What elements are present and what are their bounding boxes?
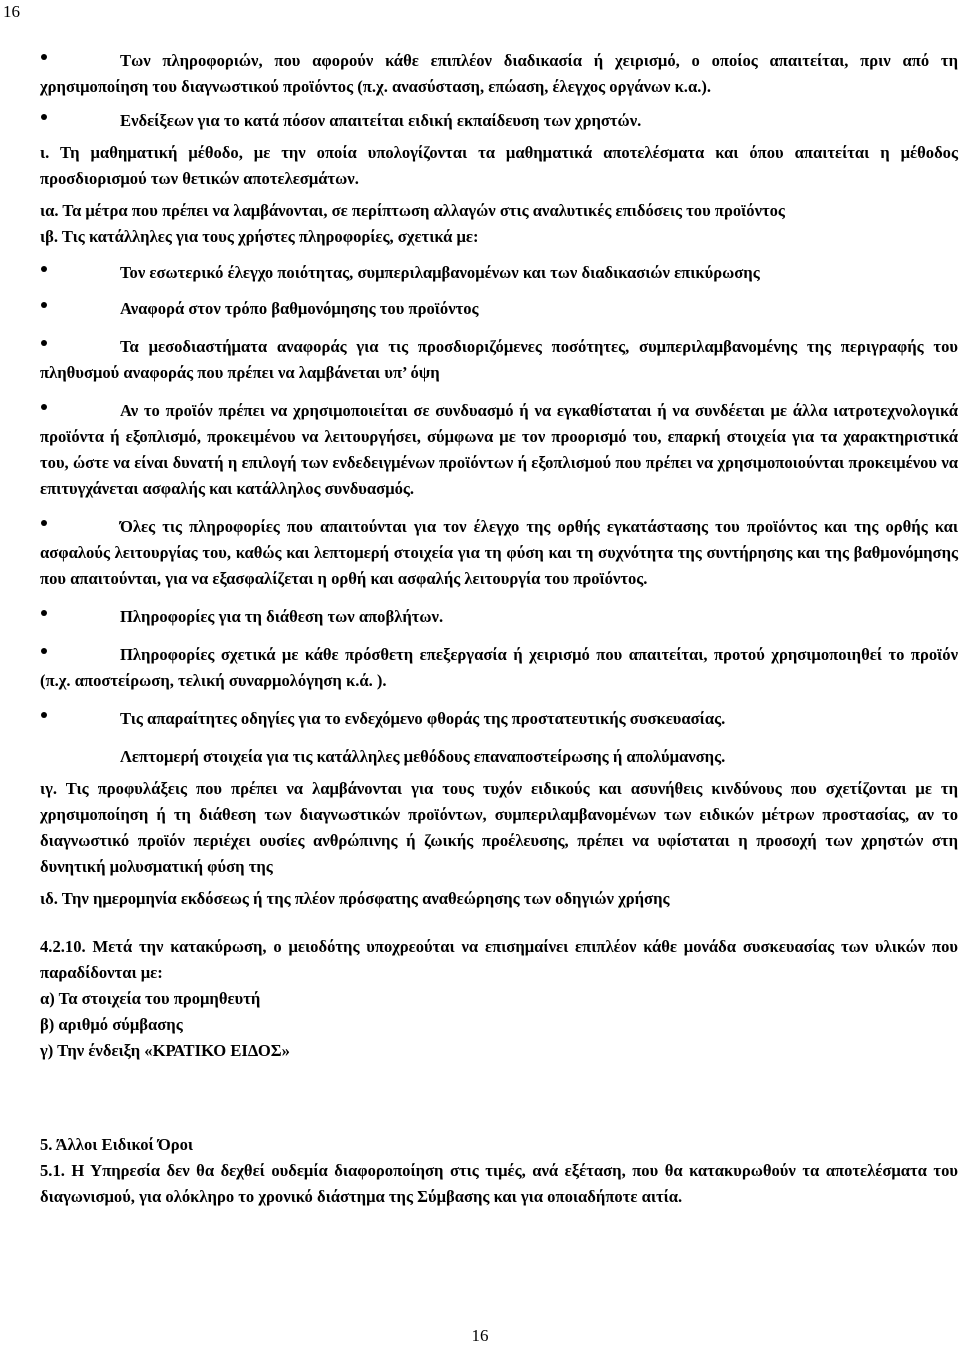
list-item-i: ι. Τη μαθηματική μέθοδο, με την οποία υπολογίζονται τα μαθηματικά αποτελέσματα και όπου απαιτείται η μέθοδος προσδιορισμού των θετικών αποτελεσμάτων. (40, 143, 958, 188)
list-item-b: β) αριθμό σύμβασης (40, 1015, 183, 1034)
list-item-g: γ) Την ένδειξη «ΚΡΑΤΙΚΟ ΕΙΔΟΣ» (40, 1041, 290, 1060)
section-5-1: 5.1. Η Υπηρεσία δεν θα δεχθεί ουδεμία διαφοροποίηση στις τιμές, ανά εξέταση, που θα κατακυρωθούν τα αποτελέσματα του διαγωνισμού, για ολόκληρο το χρονικό διάστημα της Σύμβασης και για οποιαδήποτε αιτία. (40, 1161, 958, 1206)
list-item-ig: ιγ. Τις προφυλάξεις που πρέπει να λαμβάνονται για τους τυχόν ειδικούς και ασυνήθεις κινδύνους που σχετίζονται με τη χρησιμοποίηση ή τη διάθεση των διαγνωστικών προϊόντων, συμπεριλαμβανομένων των ειδικών μέτρων προστασίας, αν το διαγνωστικό προϊόν περιέχει ουσίες ανθρώπινης ή ζωικής προέλευσης, πρέπει να υφίσταται η προσοχή των χρηστών στη δυνητική μολυσματική φύση της (40, 779, 958, 876)
list-item-ib: ιβ. Τις κατάλληλες για τους χρήστες πληροφορίες, σχετικά με: (40, 227, 479, 246)
list-item-a: α) Τα στοιχεία του προμηθευτή (40, 989, 261, 1008)
page-number-top: 16 (3, 2, 20, 21)
page-number-bottom: 16 (471, 1326, 489, 1345)
bullet-item: Πληροφορίες σχετικά με κάθε πρόσθετη επεξεργασία ή χειρισμό που απαιτείται, προτού χρησιμοποιηθεί το προϊόν (π.χ. αποστείρωση, τελική συναρμολόγηση κ.ά. ). (40, 642, 958, 694)
list-item-ia: ια. Τα μέτρα που πρέπει να λαμβάνονται, σε περίπτωση αλλαγών στις αναλυτικές επιδόσεις του προϊόντος (40, 201, 785, 220)
bullet-item: Όλες τις πληροφορίες που απαιτούνται για τον έλεγχο της ορθής εγκατάστασης του προϊόντος και της ορθής και ασφαλούς λειτουργίας του, καθώς και λεπτομερή στοιχεία για τη φύση και τη συχνότητα της συντήρησης και της βαθμονόμησης που απαιτούνται, για να εξασφαλίζεται η ορθή και ασφαλής λειτουργία του προϊόντος. (40, 514, 958, 592)
bullet-item: Τα μεσοδιαστήματα αναφοράς για τις προσδιοριζόμενες ποσότητες, συμπεριλαμβανομένης της περιγραφής του πληθυσμού αναφοράς που πρέπει να λαμβάνεται υπ’ όψη (40, 334, 958, 386)
bullet-item: Τον εσωτερικό έλεγχο ποιότητας, συμπεριλαμβανομένων και των διαδικασιών επικύρωσης (40, 260, 958, 286)
document-body (40, 48, 958, 1210)
bullet-item: Αναφορά στον τρόπο βαθμονόμησης του προϊόντος (40, 296, 958, 322)
bullet-item: Των πληροφοριών, που αφορούν κάθε επιπλέον διαδικασία ή χειρισμό, ο οποίος απαιτείται, πριν από τη χρησιμοποίηση του διαγνωστικού προϊόντος (π.χ. ανασύσταση, επώαση, έλεγχος οργάνων κ.α.). (40, 48, 958, 100)
list-item-text: Λεπτομερή στοιχεία για τις κατάλληλες μεθόδους επαναποστείρωσης ή απολύμανσης. (120, 747, 726, 766)
list-item-id: ιδ. Την ημερομηνία εκδόσεως ή της πλέον πρόσφατης αναθεώρησης των οδηγιών χρήσης (40, 889, 670, 908)
bullet-item: Ενδείξεων για το κατά πόσον απαιτείται ειδική εκπαίδευση των χρηστών. (40, 108, 958, 134)
bullet-item: Πληροφορίες για τη διάθεση των αποβλήτων. (40, 604, 958, 630)
section-4-2-10: 4.2.10. Μετά την κατακύρωση, ο μειοδότης υποχρεούται να επισημαίνει επιπλέον κάθε μονάδα συσκευασίας των υλικών που παραδίδονται με: (40, 937, 958, 982)
section-heading-5: 5. Άλλοι Ειδικοί Όροι (40, 1135, 194, 1154)
bullet-item: Τις απαραίτητες οδηγίες για το ενδεχόμενο φθοράς της προστατευτικής συσκευασίας. (40, 706, 958, 732)
bullet-item: Αν το προϊόν πρέπει να χρησιμοποιείται σε συνδυασμό ή να εγκαθίσταται ή να συνδέεται με άλλα ιατροτεχνολογικά προϊόντα ή εξοπλισμό, προκειμένου να λειτουργήσει, σύμφωνα με τον προορισμό του, επαρκή στοιχεία για τα χαρακτηριστικά του, ώστε να είναι δυνατή η επιλογή των ενδεδειγμένων προϊόντων ή εξοπλισμού που πρέπει να χρησιμοποιούνται προκειμένου να επιτυγχάνεται ασφαλής και κατάλληλος συνδυασμός. (40, 398, 958, 502)
